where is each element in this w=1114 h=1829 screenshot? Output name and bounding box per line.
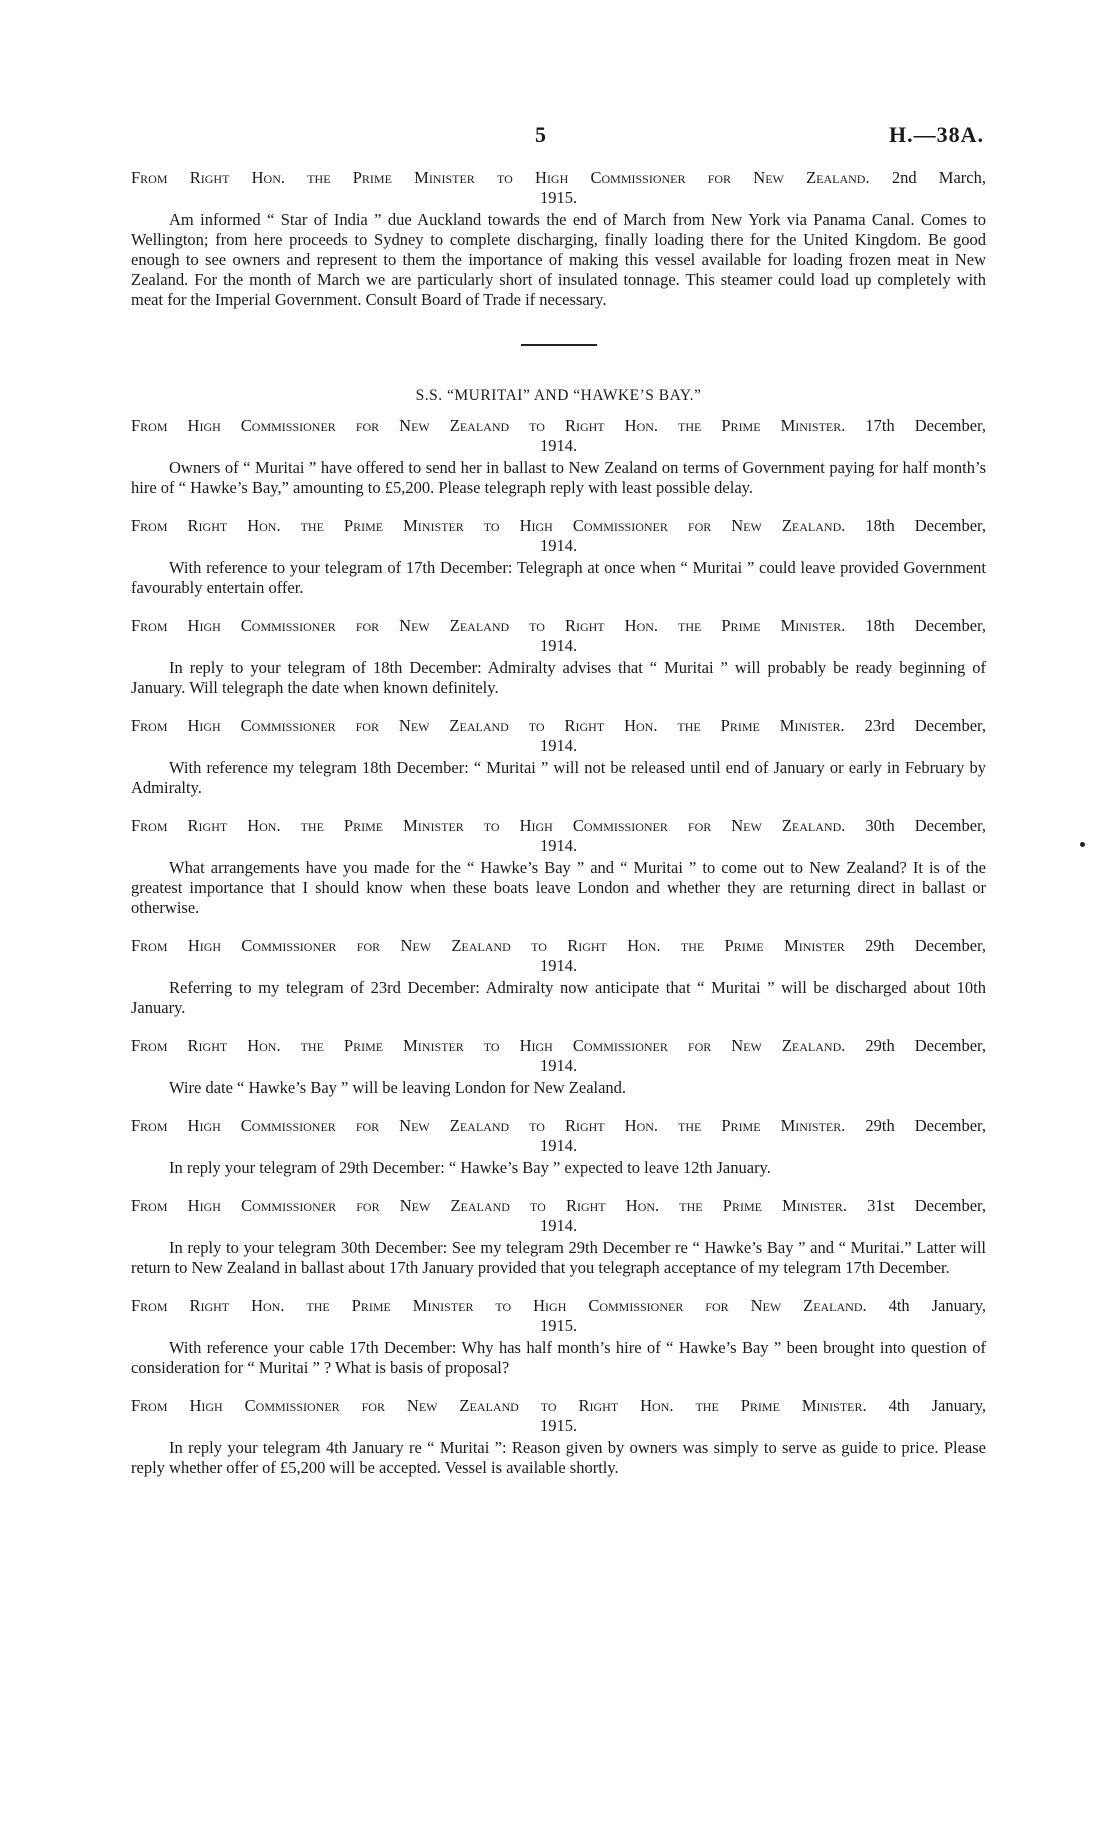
telegram-text: With reference to your telegram of 17th December: Telegraph at once when “ Muritai ” could leave provided Government favourably entertain offer.	[131, 558, 986, 597]
telegram-date: 17th December,	[865, 416, 986, 435]
telegram-year: 1914.	[539, 836, 578, 855]
telegram-date: 4th January,	[888, 1396, 986, 1415]
section-divider	[521, 344, 597, 346]
telegram-text: Am informed “ Star of India ” due Auckland towards the end of March from New York via Panama Canal. Comes to Wellington; from here proceeds to Sydney to complete discharging, finally loading there for the United Kingdom. Be good enough to see owners and represent to them the importance of making this vessel available for loading frozen meat in New Zealand. For the month of March we are particularly short of insulated tonnage. This steamer could load up completely with meat for the Imperial Government. Consult Board of Trade if necessary.	[131, 210, 986, 309]
telegram-text: Wire date “ Hawke’s Bay ” will be leaving London for New Zealand.	[169, 1078, 627, 1097]
telegram-date: 29th December,	[865, 1116, 986, 1135]
telegram-heading	[131, 516, 986, 536]
telegram-year: 1914.	[539, 536, 578, 555]
telegram-text: In reply your telegram 4th January re “ Muritai ”: Reason given by owners was simply to serve as guide to price. Please reply whether offer of £5,200 will be accepted. Vessel is available shortly.	[131, 1438, 986, 1477]
telegram-year: 1914.	[539, 956, 578, 975]
telegram-year: 1914.	[539, 1216, 578, 1235]
telegram-message	[131, 616, 986, 698]
telegram-message	[131, 936, 986, 1018]
document-body	[131, 168, 986, 1496]
telegram-message	[131, 1036, 986, 1098]
telegram-from: From Right Hon. the Prime Minister to High Commissioner for New Zealand.	[131, 1296, 867, 1315]
telegram-from: From High Commissioner for New Zealand to Right Hon. the Prime Minister.	[131, 1196, 847, 1215]
telegram-year: 1914.	[539, 1056, 578, 1075]
telegram-heading	[131, 616, 986, 636]
telegram-from: From High Commissioner for New Zealand to Right Hon. the Prime Minister.	[131, 1396, 867, 1415]
page-header	[0, 122, 1114, 152]
telegram-heading	[131, 1296, 986, 1316]
telegram-year: 1914.	[539, 736, 578, 755]
telegram-text: What arrangements have you made for the “ Hawke’s Bay ” and “ Muritai ” to come out to New Zealand? It is of the greatest importance that I should know when these boats leave London and whether they are returning direct in ballast or otherwise.	[131, 858, 986, 917]
telegram-from: From Right Hon. the Prime Minister to High Commissioner for New Zealand.	[131, 816, 846, 835]
telegram-heading	[131, 716, 986, 736]
telegram-from: From High Commissioner for New Zealand to Right Hon. the Prime Minister	[131, 936, 845, 955]
telegram-text: In reply to your telegram of 18th December: Admiralty advises that “ Muritai ” will probably be ready beginning of January. Will telegraph the date when known definitely.	[131, 658, 986, 697]
telegram-text: In reply your telegram of 29th December: “ Hawke’s Bay ” expected to leave 12th January.	[169, 1158, 771, 1177]
telegram-from: From Right Hon. the Prime Minister to High Commissioner for New Zealand.	[131, 1036, 846, 1055]
telegram-year: 1915.	[539, 1316, 578, 1335]
telegram-year: 1915.	[539, 188, 578, 207]
telegram-message	[131, 516, 986, 598]
telegram-heading	[131, 1036, 986, 1056]
telegram-message	[131, 1396, 986, 1478]
telegram-date: 31st December,	[867, 1196, 986, 1215]
telegram-year: 1914.	[539, 636, 578, 655]
telegram-message	[131, 816, 986, 918]
telegram-message	[131, 1116, 986, 1178]
telegram-date: 18th December,	[865, 516, 986, 535]
telegram-heading	[131, 168, 986, 188]
telegram-text: Referring to my telegram of 23rd December: Admiralty now anticipate that “ Muritai ” will be discharged about 10th January.	[131, 978, 986, 1017]
ink-speck	[1080, 842, 1085, 847]
telegram-heading	[131, 816, 986, 836]
telegram-text: With reference your cable 17th December: Why has half month’s hire of “ Hawke’s Bay ” been brought into question of consideration for “ Muritai ” ? What is basis of proposal?	[131, 1338, 986, 1377]
telegram-heading	[131, 1196, 986, 1216]
section-title: S.S. “MURITAI” AND “HAWKE’S BAY.”	[415, 387, 702, 404]
telegram-from: From Right Hon. the Prime Minister to High Commissioner for New Zealand.	[131, 516, 846, 535]
telegram-date: 29th December,	[865, 936, 986, 955]
document-reference: H.—38A.	[889, 122, 984, 147]
telegram-date: 29th December,	[865, 1036, 986, 1055]
telegram-text: Owners of “ Muritai ” have offered to send her in ballast to New Zealand on terms of Government paying for half month’s hire of “ Hawke’s Bay,” amounting to £5,200. Please telegraph reply with least possible delay.	[131, 458, 986, 497]
telegram-date: 4th January,	[888, 1296, 986, 1315]
telegram-heading	[131, 416, 986, 436]
telegram-from: From High Commissioner for New Zealand to Right Hon. the Prime Minister.	[131, 616, 846, 635]
intro-telegram	[131, 168, 986, 310]
telegram-date: 30th December,	[865, 816, 986, 835]
telegram-from: From High Commissioner for New Zealand to Right Hon. the Prime Minister.	[131, 1116, 846, 1135]
telegram-heading	[131, 1116, 986, 1136]
telegram-text: In reply to your telegram 30th December: See my telegram 29th December re “ Hawke’s Bay ” and “ Muritai.” Latter will return to New Zealand in ballast about 17th January provided that you telegraph acceptance of my telegram 17th December.	[131, 1238, 986, 1277]
telegram-from: From High Commissioner for New Zealand to Right Hon. the Prime Minister.	[131, 716, 845, 735]
telegram-message	[131, 716, 986, 798]
telegram-year: 1914.	[539, 1136, 578, 1155]
telegram-year: 1915.	[539, 1416, 578, 1435]
telegram-heading	[131, 1396, 986, 1416]
page-number: 5	[535, 122, 546, 147]
telegram-from: From Right Hon. the Prime Minister to High Commissioner for New Zealand.	[131, 168, 870, 187]
telegram-message	[131, 416, 986, 498]
telegram-date: 23rd December,	[864, 716, 987, 735]
telegram-message	[131, 1296, 986, 1378]
telegram-date: 2nd March,	[891, 168, 986, 187]
telegram-date: 18th December,	[865, 616, 986, 635]
telegram-message	[131, 1196, 986, 1278]
telegram-text: With reference my telegram 18th December: “ Muritai ” will not be released until end of January or early in February by Admiralty.	[131, 758, 986, 797]
telegram-heading	[131, 936, 986, 956]
telegram-year: 1914.	[539, 436, 578, 455]
telegram-from: From High Commissioner for New Zealand to Right Hon. the Prime Minister.	[131, 416, 846, 435]
